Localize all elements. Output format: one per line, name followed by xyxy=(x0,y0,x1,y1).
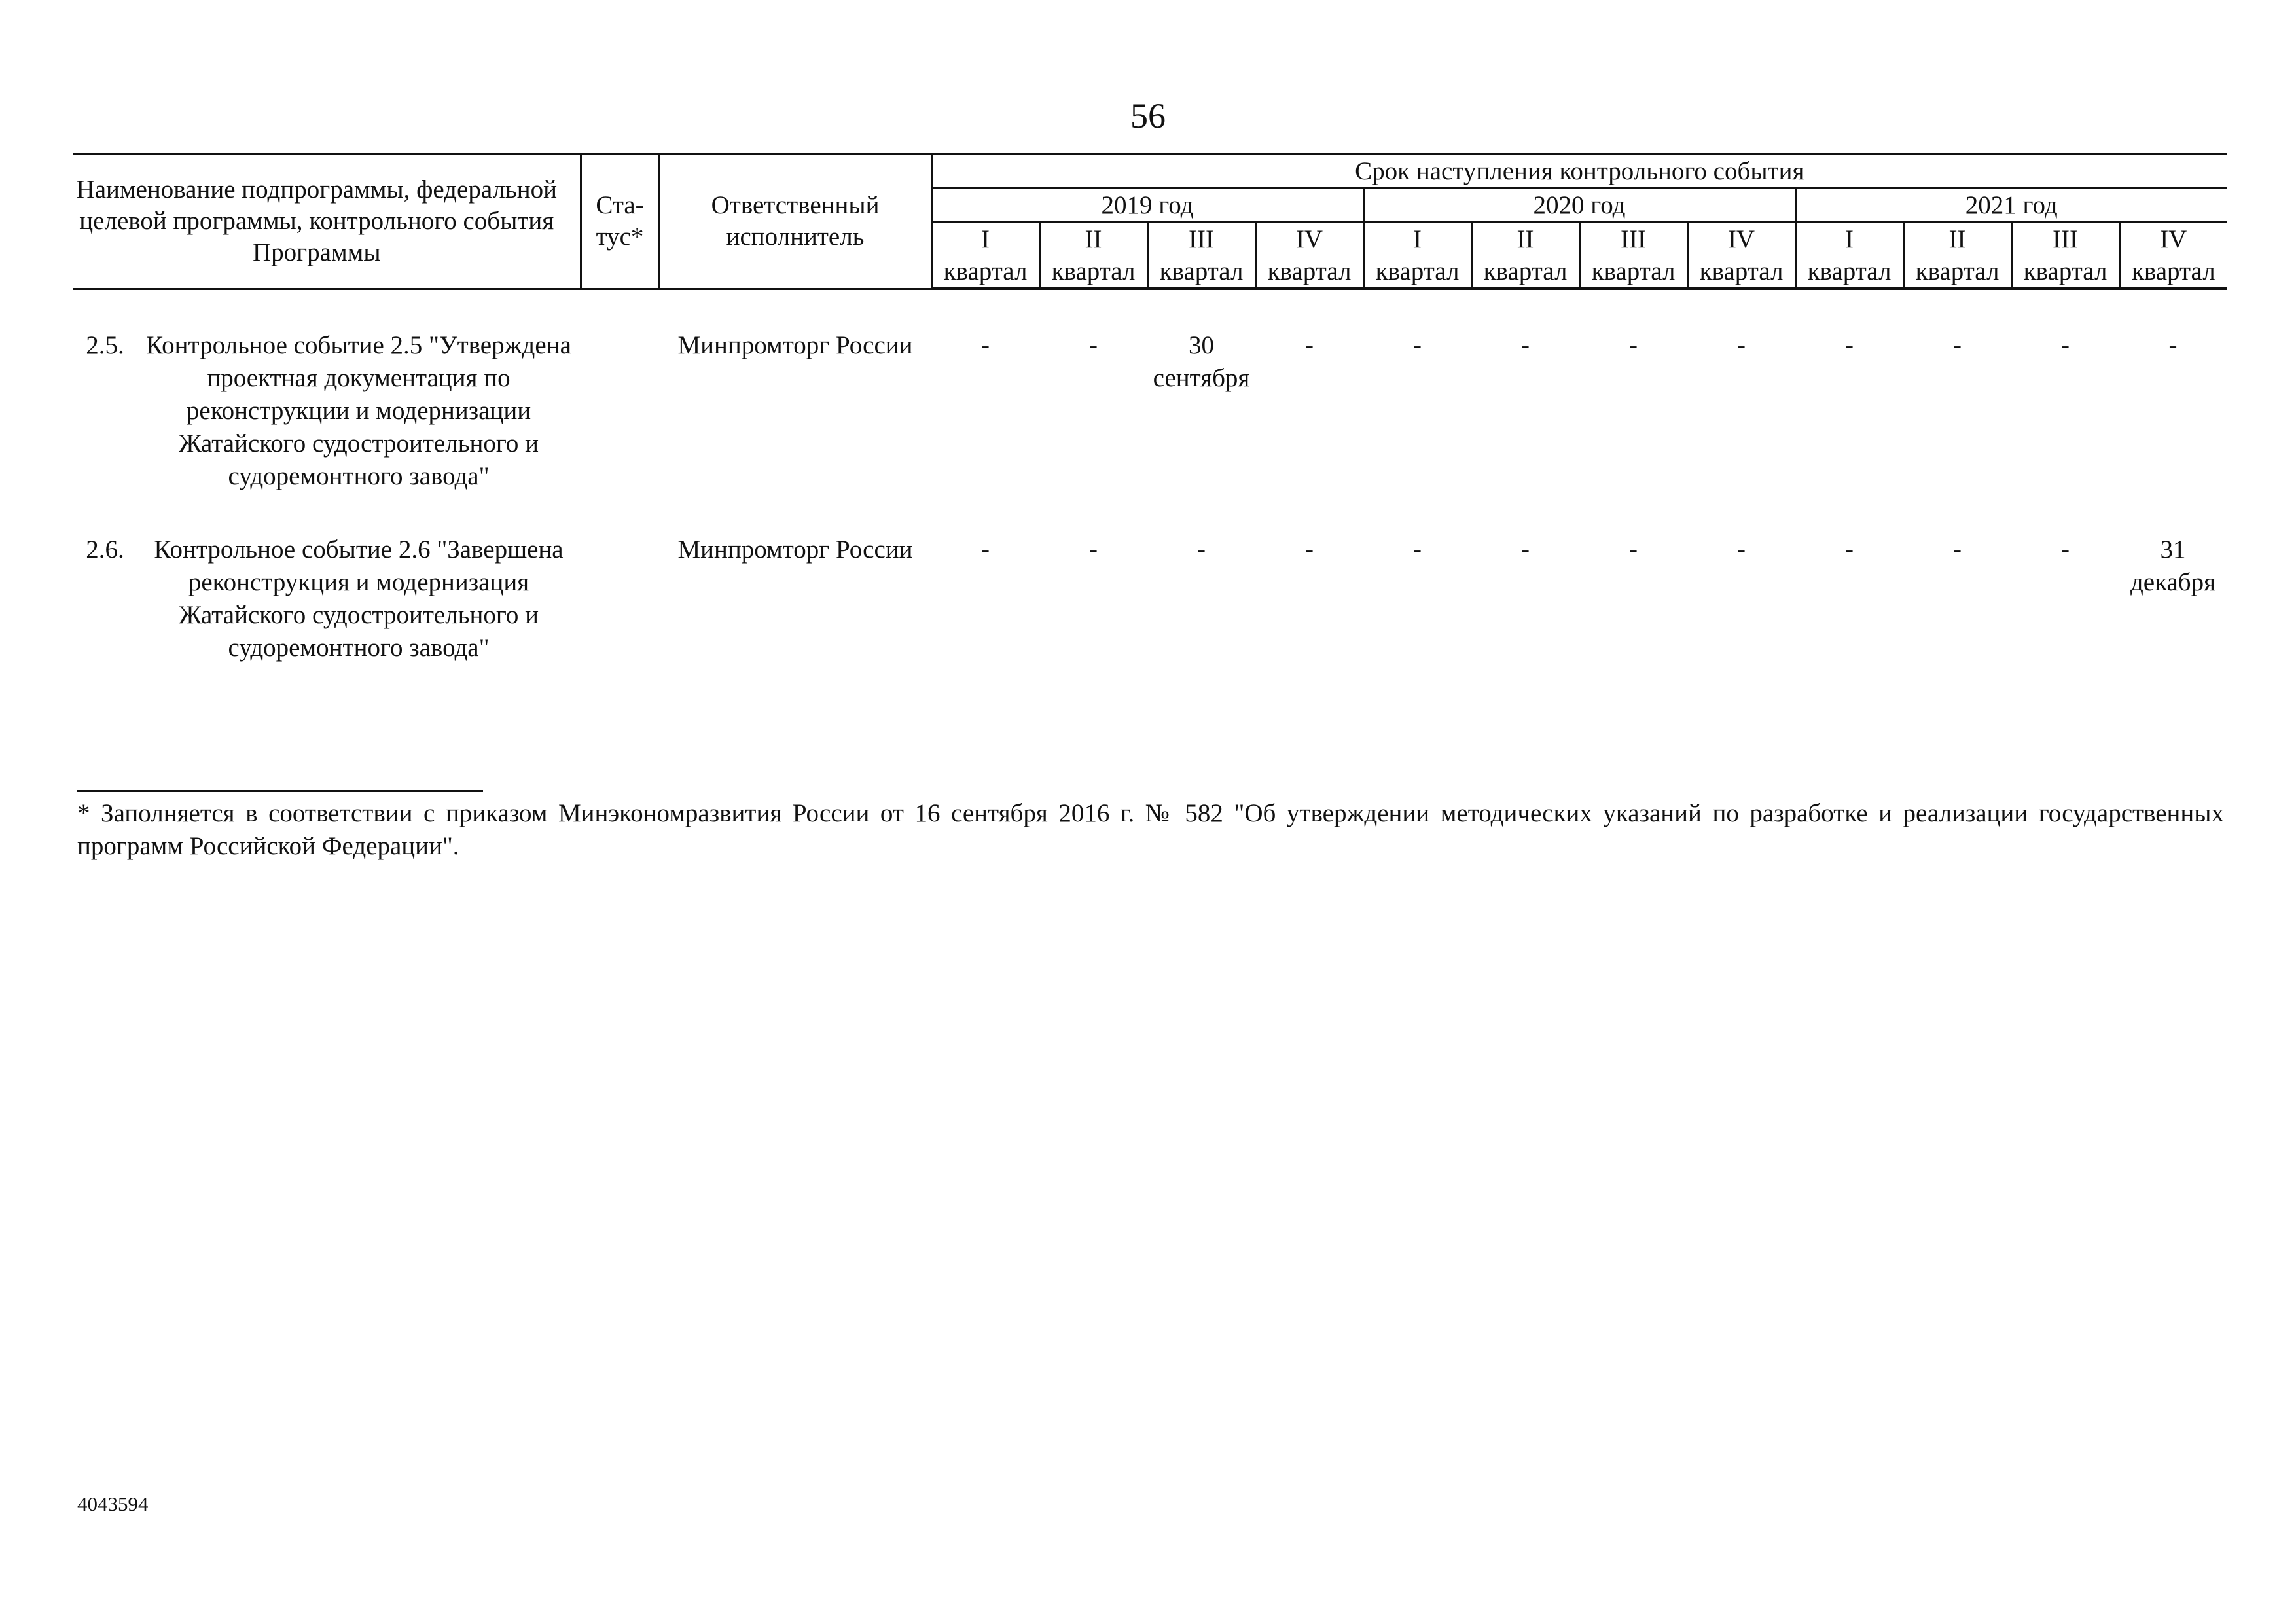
header-year-2019: 2019 год xyxy=(931,189,1363,223)
quarter-cell: - xyxy=(1197,535,1206,564)
row-status xyxy=(581,329,659,533)
header-quarter-label: квартал xyxy=(2011,255,2119,289)
quarter-cell: - xyxy=(1953,331,1962,359)
quarter-cell: - xyxy=(1305,331,1314,359)
quarter-cell: - xyxy=(1521,331,1530,359)
control-event-name: Контрольное событие 2.6 "Завершена реконструкция и модернизация Жатайского судостроительного и судоремонтного завода" xyxy=(154,535,564,662)
header-year-2021: 2021 год xyxy=(1795,189,2227,223)
row-status xyxy=(581,533,659,705)
header-quarter-label: квартал xyxy=(1255,255,1363,289)
table-row xyxy=(73,533,2227,705)
quarter-cell: 31 декабря xyxy=(2130,535,2216,596)
header-quarter-numeral: IV xyxy=(1687,223,1795,256)
quarter-cell: - xyxy=(981,535,990,564)
header-quarter-label: квартал xyxy=(1795,255,1903,289)
quarter-cell: - xyxy=(1737,331,1746,359)
quarter-cell: - xyxy=(2168,331,2178,359)
control-events-table xyxy=(73,153,2227,705)
quarter-cell: - xyxy=(1089,535,1098,564)
header-quarter-numeral: III xyxy=(1579,223,1687,256)
quarter-cell: - xyxy=(1413,331,1422,359)
quarter-cell: 30 сентября xyxy=(1153,331,1250,392)
quarter-cell: - xyxy=(1089,331,1098,359)
row-executor: Минпромторг России xyxy=(677,535,913,564)
header-quarter-label: квартал xyxy=(1363,255,1471,289)
row-executor: Минпромторг России xyxy=(677,331,913,359)
header-quarter-numeral: II xyxy=(1039,223,1147,256)
document-code: 4043594 xyxy=(77,1492,149,1515)
header-quarter-label: квартал xyxy=(1147,255,1255,289)
header-deadline-group: Срок наступления контрольного события xyxy=(931,154,2227,189)
row-number: 2.5. xyxy=(86,331,124,359)
header-quarter-numeral: I xyxy=(931,223,1039,256)
footnote: * Заполняется в соответствии с приказом Минэкономразвития России от 16 сентября 2016 г. № 582 "Об утверждении методических указаний по разработке и реализации государственных программ Российской Федерации". xyxy=(77,799,2224,860)
header-quarter-label: квартал xyxy=(1471,255,1579,289)
header-status-column: Ста-тус* xyxy=(581,154,659,289)
header-executor-column: Ответственный исполнитель xyxy=(659,154,931,289)
quarter-cell: - xyxy=(1953,535,1962,564)
quarter-cell: - xyxy=(1845,331,1854,359)
header-quarter-label: квартал xyxy=(1903,255,2011,289)
row-number: 2.6. xyxy=(86,535,124,564)
header-quarter-numeral: II xyxy=(1903,223,2011,256)
quarter-cell: - xyxy=(1845,535,1854,564)
quarter-cell: - xyxy=(981,331,990,359)
header-quarter-numeral: IV xyxy=(2119,223,2227,256)
header-quarter-numeral: I xyxy=(1363,223,1471,256)
header-quarter-label: квартал xyxy=(1687,255,1795,289)
header-name-column: Наименование подпрограммы, федеральной целевой программы, контрольного события Программы xyxy=(73,154,581,289)
page-number: 56 xyxy=(1130,96,1166,135)
quarter-cell: - xyxy=(1521,535,1530,564)
header-quarter-numeral: II xyxy=(1471,223,1579,256)
header-quarter-label: квартал xyxy=(931,255,1039,289)
header-year-2020: 2020 год xyxy=(1363,189,1795,223)
header-quarter-numeral: III xyxy=(2011,223,2119,256)
quarter-cell: - xyxy=(1629,535,1638,564)
header-quarter-label: квартал xyxy=(1039,255,1147,289)
header-quarter-numeral: I xyxy=(1795,223,1903,256)
header-quarter-numeral: IV xyxy=(1255,223,1363,256)
header-quarter-label: квартал xyxy=(1579,255,1687,289)
quarter-cell: - xyxy=(1629,331,1638,359)
quarter-cell: - xyxy=(2061,331,2070,359)
quarter-cell: - xyxy=(1413,535,1422,564)
quarter-cell: - xyxy=(1737,535,1746,564)
footnote-rule xyxy=(77,790,483,792)
quarter-cell: - xyxy=(1305,535,1314,564)
header-quarter-numeral: III xyxy=(1147,223,1255,256)
quarter-cell: - xyxy=(2061,535,2070,564)
table-row xyxy=(73,329,2227,533)
control-event-name: Контрольное событие 2.5 "Утверждена проектная документация по реконструкции и модернизации Жатайского судостроительного и судоремонтного завода" xyxy=(146,331,571,490)
header-quarter-label: квартал xyxy=(2119,255,2227,289)
